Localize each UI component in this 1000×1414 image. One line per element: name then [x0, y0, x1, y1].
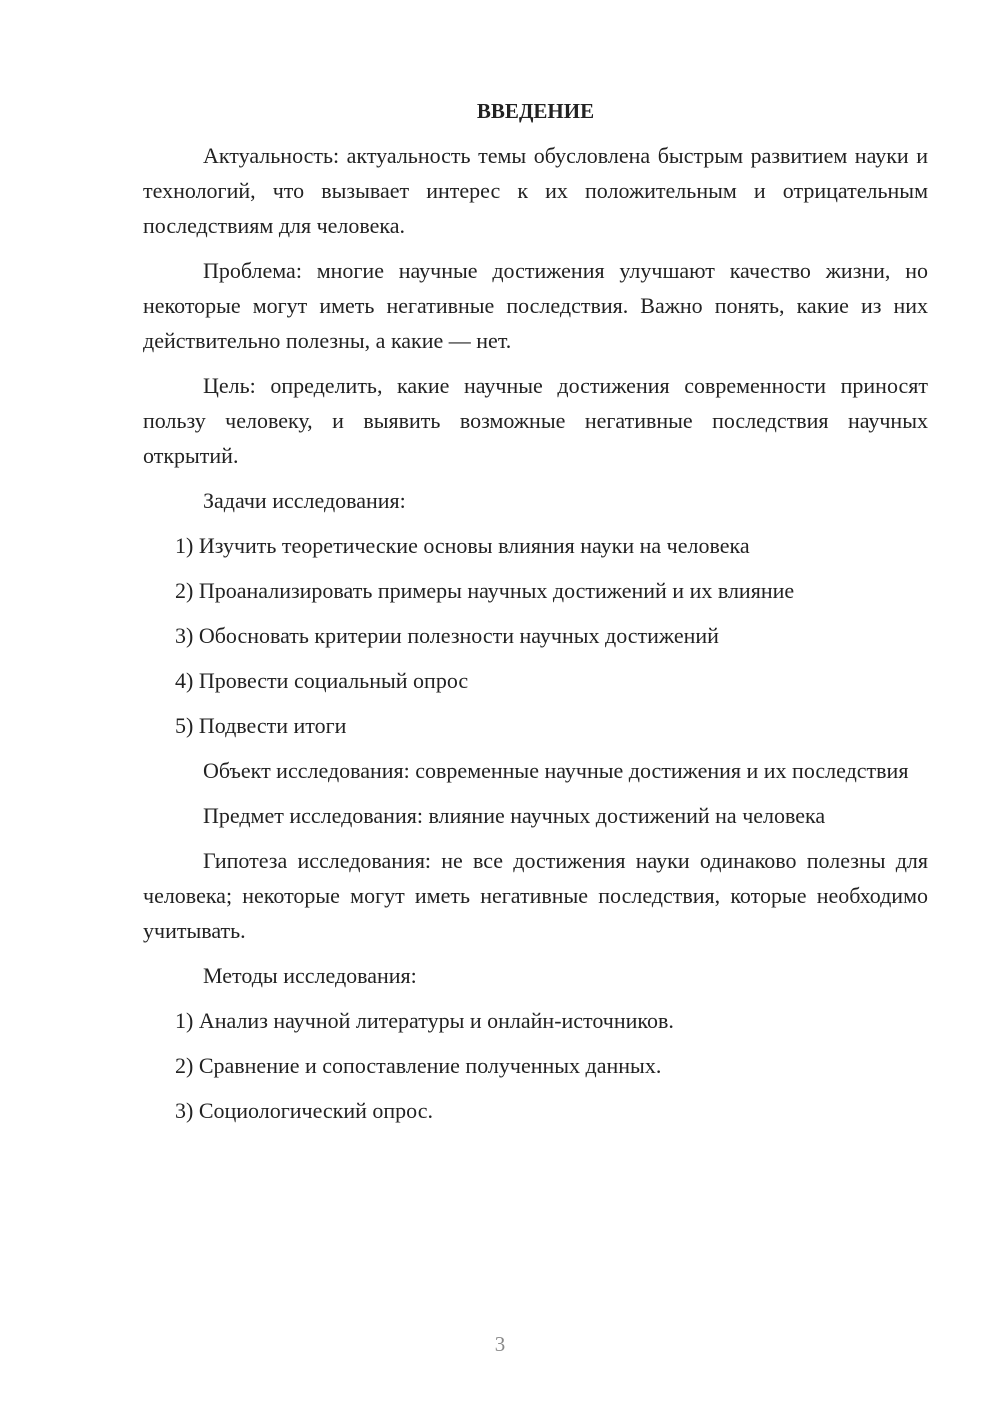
goal-paragraph: Цель: определить, какие научные достижения современности приносят пользу человеку, и выявить возможные негативные последствия научных открытий.	[143, 373, 928, 468]
hypothesis-paragraph: Гипотеза исследования: не все достижения науки одинаково полезны для человека; некоторые могут иметь негативные последствия, которые необходимо учитывать.	[143, 848, 928, 943]
problem-paragraph: Проблема: многие научные достижения улучшают качество жизни, но некоторые могут иметь негативные последствия. Важно понять, какие из них действительно полезны, а какие — нет.	[143, 258, 928, 353]
task-item: 3) Обосновать критерии полезности научных достижений	[175, 623, 719, 648]
methods-heading: Методы исследования:	[203, 963, 417, 988]
task-item: 4) Провести социальный опрос	[175, 668, 469, 693]
page-number: 3	[494, 1332, 506, 1356]
object-paragraph: Объект исследования: современные научные достижения и их последствия	[203, 758, 909, 783]
task-item: 1) Изучить теоретические основы влияния науки на человека	[175, 533, 750, 558]
subject-paragraph: Предмет исследования: влияние научных достижений на человека	[203, 803, 826, 828]
method-item: 2) Сравнение и сопоставление полученных данных.	[175, 1053, 662, 1078]
task-item: 5) Подвести итоги	[175, 713, 347, 738]
method-item: 3) Социологический опрос.	[175, 1098, 433, 1123]
document-page	[143, 96, 928, 1138]
document-title: ВВЕДЕНИЕ	[476, 99, 595, 123]
relevance-paragraph: Актуальность: актуальность темы обусловлена быстрым развитием науки и технологий, что вызывает интерес к их положительным и отрицательным последствиям для человека.	[143, 143, 928, 238]
method-item: 1) Анализ научной литературы и онлайн-источников.	[175, 1008, 674, 1033]
tasks-heading: Задачи исследования:	[203, 488, 406, 513]
task-item: 2) Проанализировать примеры научных достижений и их влияние	[175, 578, 795, 603]
